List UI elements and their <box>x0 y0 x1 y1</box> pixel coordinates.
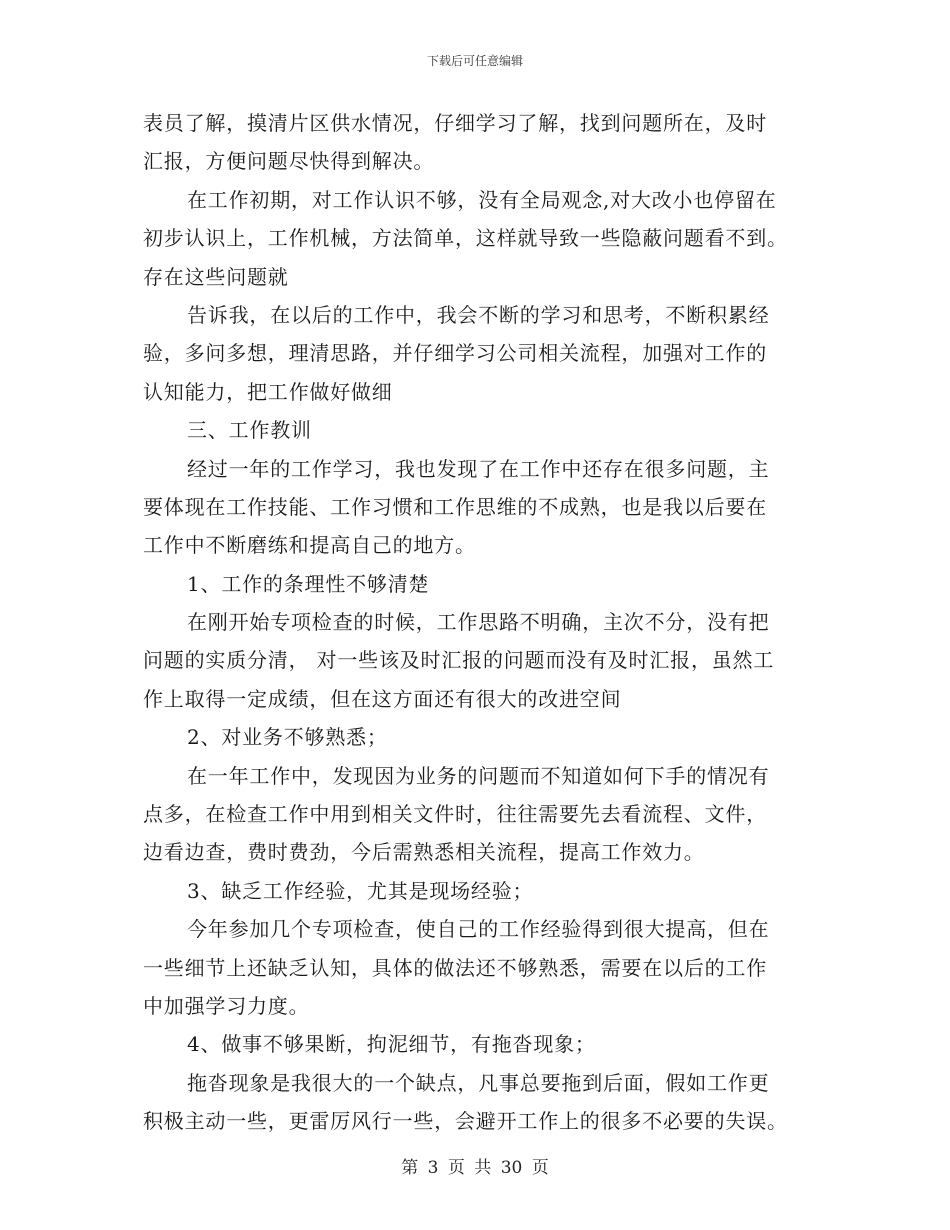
text-line: 积极主动一些，更雷厉风行一些，会避开工作上的很多不必要的失误。 <box>143 1109 788 1134</box>
text-line: 工作中不断磨练和提高自己的地方。 <box>143 533 476 558</box>
text-line: 边看边查，费时费劲，今后需熟悉相关流程，提高工作效力。 <box>143 840 705 865</box>
text-line: 拖沓现象是我很大的一个缺点，凡事总要拖到后面，假如工作更 <box>187 1070 770 1095</box>
text-line: 在工作初期，对工作认识不够，没有全局观念,对大改小也停留在 <box>187 187 777 212</box>
text-line: 初步认识上，工作机械，方法简单，这样就导致一些隐蔽问题看不到。 <box>143 226 788 251</box>
document-body <box>143 104 811 1141</box>
page-number-footer: 第 3 页 共 30 页 <box>401 1158 549 1178</box>
text-line: 点多，在检查工作中用到相关文件时，往往需要先去看流程、文件， <box>143 802 767 827</box>
text-line: 中加强学习力度。 <box>143 993 310 1018</box>
text-line: 告诉我，在以后的工作中，我会不断的学习和思考，不断积累经 <box>187 302 770 327</box>
text-line: 要体现在工作技能、工作习惯和工作思维的不成熟，也是我以后要在 <box>143 494 767 519</box>
text-line: 今年参加几个专项检查，使自己的工作经验得到很大提高，但在 <box>187 917 770 942</box>
text-line: 验，多问多想，理清思路，并仔细学习公司相关流程，加强对工作的 <box>143 341 767 366</box>
subsection-heading: 2、对业务不够熟悉； <box>187 725 388 750</box>
text-line: 问题的实质分清， 对一些该及时汇报的问题而没有及时汇报，虽然工 <box>143 648 775 673</box>
text-line: 在刚开始专项检查的时候，工作思路不明确，主次不分，没有把 <box>187 610 770 635</box>
subsection-heading: 4、做事不够果断，拘泥细节，有拖沓现象； <box>187 1032 596 1057</box>
text-line: 在一年工作中，发现因为业务的问题而不知道如何下手的情况有 <box>187 763 770 788</box>
text-line: 一些细节上还缺乏认知，具体的做法还不够熟悉，需要在以后的工作 <box>143 955 767 980</box>
text-line: 存在这些问题就 <box>143 264 289 289</box>
text-line: 汇报，方便问题尽快得到解决。 <box>143 149 435 174</box>
text-line: 表员了解，摸清片区供水情况，仔细学习了解，找到问题所在，及时 <box>143 111 767 135</box>
subsection-heading: 1、工作的条理性不够清楚 <box>187 571 430 596</box>
subsection-heading: 3、缺乏工作经验，尤其是现场经验； <box>187 878 534 903</box>
text-line: 经过一年的工作学习，我也发现了在工作中还存在很多问题，主 <box>187 456 770 481</box>
section-heading: 三、工作教训 <box>187 418 312 443</box>
page-header: 下载后可任意编辑 <box>426 54 523 68</box>
text-line: 作上取得一定成绩，但在这方面还有很大的改进空间 <box>143 686 622 711</box>
text-line: 认知能力，把工作做好做细 <box>143 379 393 404</box>
